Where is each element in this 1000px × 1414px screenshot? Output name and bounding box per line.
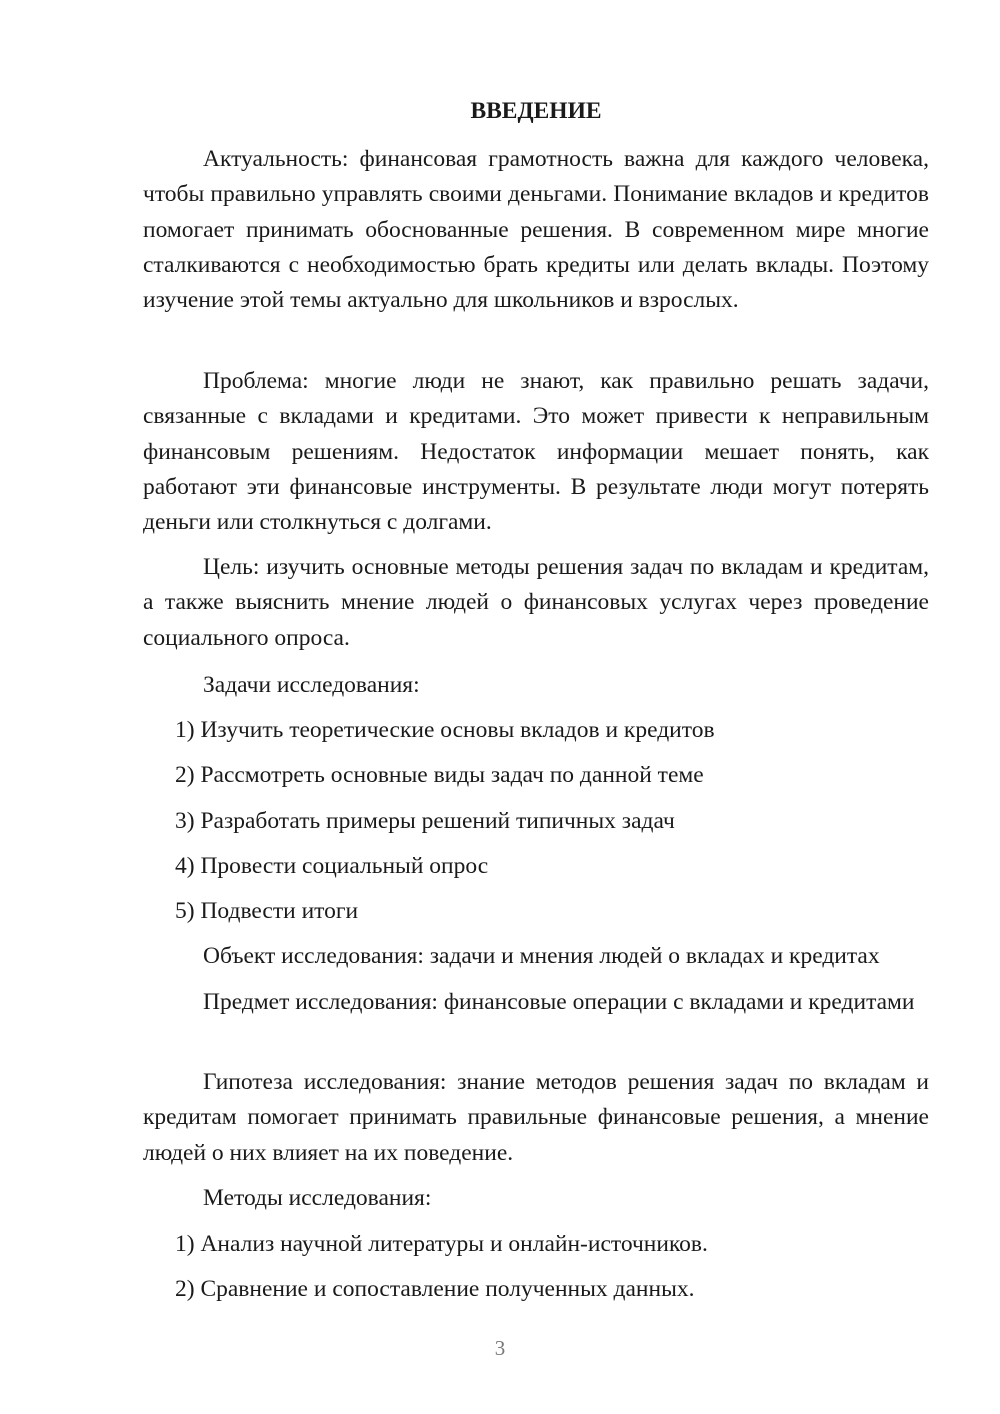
method-item-1: 1) Анализ научной литературы и онлайн-источников.	[175, 1231, 708, 1257]
task-item-4: 4) Провести социальный опрос	[175, 853, 489, 879]
tasks-heading: Задачи исследования:	[203, 672, 420, 698]
methods-heading: Методы исследования:	[203, 1185, 432, 1211]
page-number: 3	[494, 1336, 506, 1360]
method-item-2: 2) Сравнение и сопоставление полученных данных.	[175, 1276, 695, 1302]
hypothesis-paragraph: Гипотеза исследования: знание методов решения задач по вкладам и кредитам помогает принимать правильные финансовые решения, а мнение людей о них влияет на их поведение.	[143, 1069, 929, 1166]
subject-paragraph: Предмет исследования: финансовые операции с вкладами и кредитами	[203, 989, 915, 1015]
relevance-paragraph: Актуальность: финансовая грамотность важна для каждого человека, чтобы правильно управлять своими деньгами. Понимание вкладов и кредитов помогает принимать обоснованные решения. В современном мире многие сталкиваются с необходимостью брать кредиты или делать вклады. Поэтому изучение этой темы актуально для школьников и взрослых.	[143, 146, 929, 314]
task-item-1: 1) Изучить теоретические основы вкладов и кредитов	[175, 717, 715, 743]
task-item-3: 3) Разработать примеры решений типичных задач	[175, 808, 675, 834]
object-line: Объект исследования: задачи и мнения людей о вкладах и кредитах	[203, 943, 880, 969]
goal-paragraph: Цель: изучить основные методы решения задач по вкладам и кредитам, а также выяснить мнение людей о финансовых услугах через проведение социального опроса.	[143, 554, 929, 651]
task-item-5: 5) Подвести итоги	[175, 898, 359, 924]
problem-paragraph: Проблема: многие люди не знают, как правильно решать задачи, связанные с вкладами и кредитами. Это может привести к неправильным финансовым решениям. Недостаток информации мешает понять, как работают эти финансовые инструменты. В результате люди могут потерять деньги или столкнуться с долгами.	[143, 368, 929, 536]
section-heading: ВВЕДЕНИЕ	[470, 98, 602, 124]
task-item-2: 2) Рассмотреть основные виды задач по данной теме	[175, 762, 704, 788]
